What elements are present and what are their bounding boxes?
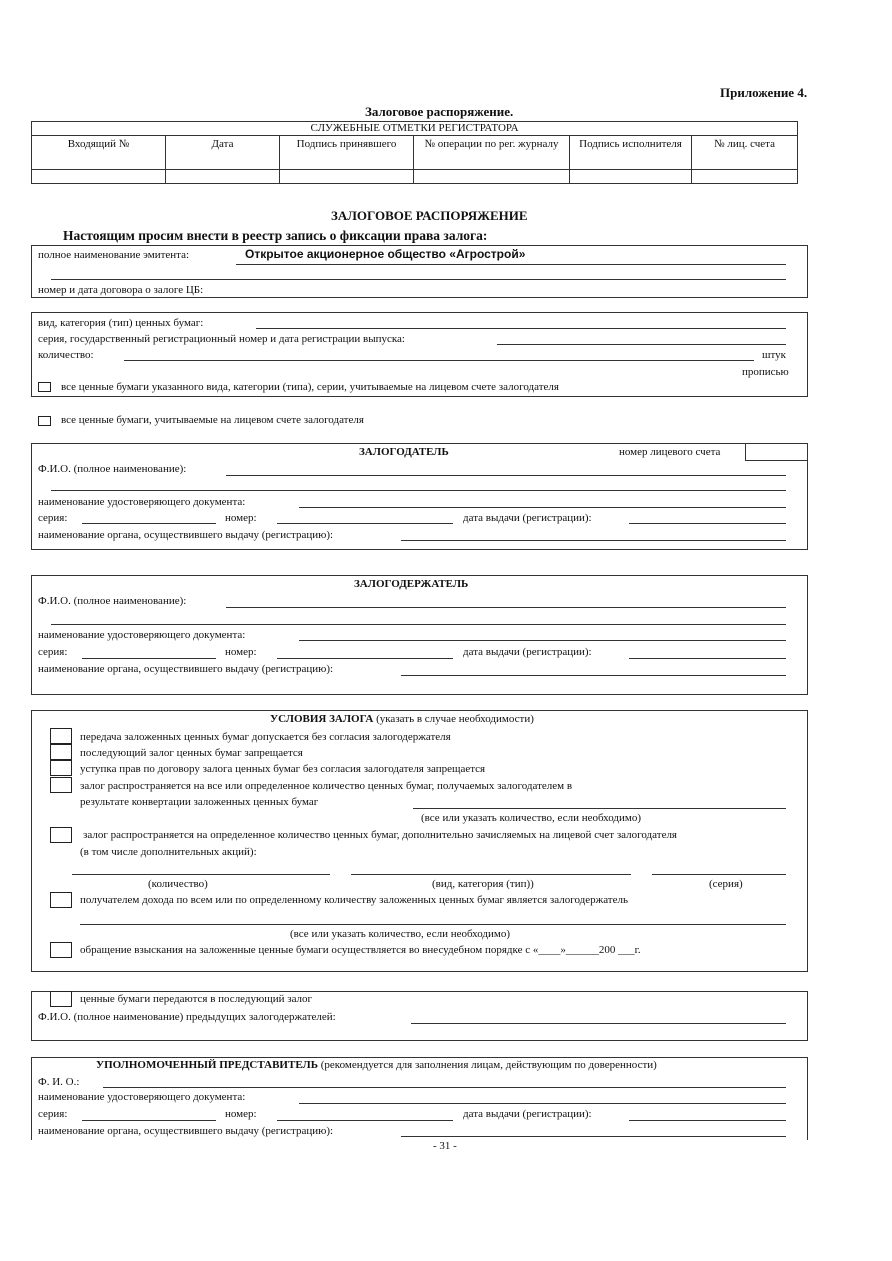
representative-title: УПОЛНОМОЧЕННЫЙ ПРЕДСТАВИТЕЛЬ xyxy=(96,1059,318,1071)
representative-date-label: дата выдачи (регистрации): xyxy=(463,1108,592,1120)
pledgor-series-line[interactable] xyxy=(82,523,216,524)
pledgor-fio-line[interactable] xyxy=(226,475,786,476)
cell-date[interactable] xyxy=(166,170,280,184)
pledgor-doc-line[interactable] xyxy=(299,507,786,508)
condition-5-kind-line[interactable] xyxy=(351,874,631,875)
pledgee-fio-line-2[interactable] xyxy=(51,624,786,625)
condition-2-label: последующий залог ценных бумаг запрещается xyxy=(80,747,303,759)
cell-account-number[interactable] xyxy=(692,170,798,184)
pledgor-date-label: дата выдачи (регистрации): xyxy=(463,512,592,524)
pledgee-org-label: наименование органа, осуществившего выдачу (регистрацию): xyxy=(38,663,334,675)
condition-6-checkbox[interactable] xyxy=(50,892,72,908)
pledgor-account-label: номер лицевого счета xyxy=(619,446,721,458)
pledgee-date-line[interactable] xyxy=(629,658,786,659)
pledgor-org-line[interactable] xyxy=(401,540,786,541)
condition-4-line[interactable] xyxy=(413,808,786,809)
representative-org-line[interactable] xyxy=(401,1136,786,1137)
securities-kind-line[interactable] xyxy=(256,328,786,329)
pledgee-doc-label: наименование удостоверяющего документа: xyxy=(38,629,246,641)
registrar-marks-table xyxy=(31,121,798,184)
representative-fio-label: Ф. И. О.: xyxy=(38,1076,80,1088)
col-receiver-signature: Подпись принявшего xyxy=(280,136,414,170)
issuer-name-label: полное наименование эмитента: xyxy=(38,249,190,261)
registrar-header: СЛУЖЕБНЫЕ ОТМЕТКИ РЕГИСТРАТОРА xyxy=(32,122,798,136)
representative-series-label: серия: xyxy=(38,1108,68,1120)
all-on-account-checkbox[interactable] xyxy=(38,416,51,426)
col-account-number: № лиц. счета xyxy=(692,136,798,170)
condition-1-label: передача заложенных ценных бумаг допускается без согласия залогодержателя xyxy=(80,731,451,743)
representative-number-line[interactable] xyxy=(277,1120,453,1121)
all-of-kind-checkbox[interactable] xyxy=(38,382,51,392)
cell-receiver-signature[interactable] xyxy=(280,170,414,184)
conditions-heading xyxy=(270,713,534,726)
cell-executor-signature[interactable] xyxy=(570,170,692,184)
subsequent-pledge-checkbox[interactable] xyxy=(50,991,72,1007)
pledgor-doc-label: наименование удостоверяющего документа: xyxy=(38,496,246,508)
condition-4-label-a: залог распространяется на все или определенное количество ценных бумаг, получаемых залогодателем в xyxy=(80,780,573,792)
condition-6-note: (все или указать количество, если необходимо) xyxy=(290,928,511,940)
representative-org-label: наименование органа, осуществившего выдачу (регистрацию): xyxy=(38,1125,334,1137)
all-on-account-label: все ценные бумаги, учитываемые на лицевом счете залогодателя xyxy=(61,414,364,426)
pieces-label: штук xyxy=(762,349,786,361)
subsequent-pledge-label: ценные бумаги передаются в последующий залог xyxy=(80,993,313,1005)
pledgee-series-line[interactable] xyxy=(82,658,216,659)
pledgee-doc-line[interactable] xyxy=(299,640,786,641)
pledgee-org-line[interactable] xyxy=(401,675,786,676)
previous-pledgees-label: Ф.И.О. (полное наименование) предыдущих залогодержателей: xyxy=(38,1011,336,1023)
condition-5-checkbox[interactable] xyxy=(50,827,72,843)
condition-5-label-a: залог распространяется на определенное количество ценных бумаг, дополнительно зачисляемых на лицевой счет залогодателя xyxy=(83,829,677,841)
condition-7-checkbox[interactable] xyxy=(50,942,72,958)
document-title: Залоговое распоряжение. xyxy=(365,104,514,119)
pledgor-fio-label: Ф.И.О. (полное наименование): xyxy=(38,463,187,475)
quantity-label: количество: xyxy=(38,349,94,361)
representative-doc-label: наименование удостоверяющего документа: xyxy=(38,1091,246,1103)
pledgor-title: ЗАЛОГОДАТЕЛЬ xyxy=(359,446,449,458)
securities-series-line[interactable] xyxy=(497,344,786,345)
issuer-name-value[interactable]: Открытое акционерное общество «Агрострой» xyxy=(245,247,526,261)
conditions-title: УСЛОВИЯ ЗАЛОГА xyxy=(270,713,374,725)
col-date: Дата xyxy=(166,136,280,170)
pledgor-number-line[interactable] xyxy=(277,523,453,524)
pledgee-fio-line[interactable] xyxy=(226,607,786,608)
main-title: ЗАЛОГОВОЕ РАСПОРЯЖЕНИЕ xyxy=(331,208,528,223)
pledgee-date-label: дата выдачи (регистрации): xyxy=(463,646,592,658)
condition-1-checkbox[interactable] xyxy=(50,728,72,744)
pledgor-account-field[interactable] xyxy=(745,443,808,461)
securities-kind-label: вид, категория (тип) ценных бумаг: xyxy=(38,317,204,329)
representative-series-line[interactable] xyxy=(82,1120,216,1121)
pledgor-fio-line-2[interactable] xyxy=(51,490,786,491)
condition-4-label-b: результате конвертации заложенных ценных бумаг xyxy=(80,796,319,808)
pledgee-number-label: номер: xyxy=(225,646,257,658)
pledgor-number-label: номер: xyxy=(225,512,257,524)
col-incoming-number: Входящий № xyxy=(32,136,166,170)
pledgee-series-label: серия: xyxy=(38,646,68,658)
condition-5-qty-line[interactable] xyxy=(72,874,330,875)
condition-6-label: получателем дохода по всем или по определенному количеству заложенных ценных бумаг является залогодержатель xyxy=(80,894,629,906)
condition-3-label: уступка прав по договору залога ценных бумаг без согласия залогодателя запрещается xyxy=(80,763,486,775)
in-words-label: прописью xyxy=(742,366,789,378)
pledgor-date-line[interactable] xyxy=(629,523,786,524)
condition-4-checkbox[interactable] xyxy=(50,777,72,793)
contract-label: номер и дата договора о залоге ЦБ: xyxy=(38,284,204,296)
issuer-name-line xyxy=(236,264,786,265)
page-number: - 31 - xyxy=(433,1140,457,1152)
representative-note: (рекомендуется для заполнения лицам, действующим по доверенности) xyxy=(320,1059,657,1071)
pledgee-title: ЗАЛОГОДЕРЖАТЕЛЬ xyxy=(354,578,469,590)
representative-number-label: номер: xyxy=(225,1108,257,1120)
condition-5-series-caption: (серия) xyxy=(709,878,743,890)
intro-text: Настоящим просим внести в реестр запись о фиксации права залога: xyxy=(63,228,488,243)
condition-4-note: (все или указать количество, если необходимо) xyxy=(421,812,642,824)
condition-5-qty-caption: (количество) xyxy=(148,878,208,890)
col-executor-signature: Подпись исполнителя xyxy=(570,136,692,170)
condition-6-line[interactable] xyxy=(80,924,786,925)
issuer-name-line-2 xyxy=(51,279,786,280)
all-of-kind-label: все ценные бумаги указанного вида, категории (типа), серии, учитываемые на лицевом счете залогодателя xyxy=(61,381,559,393)
quantity-line[interactable] xyxy=(124,360,754,361)
condition-7-label: обращение взыскания на заложенные ценные бумаги осуществляется во внесудебном порядке с «____»______200 ___г. xyxy=(80,944,641,956)
representative-date-line[interactable] xyxy=(629,1120,786,1121)
cell-operation-number[interactable] xyxy=(414,170,570,184)
representative-doc-line[interactable] xyxy=(299,1103,786,1104)
appendix-label: Приложение 4. xyxy=(720,85,808,100)
securities-series-label: серия, государственный регистрационный номер и дата регистрации выпуска: xyxy=(38,333,405,345)
col-operation-number: № операции по рег. журналу xyxy=(414,136,570,170)
condition-2-checkbox[interactable] xyxy=(50,744,72,760)
representative-fio-line[interactable] xyxy=(103,1087,786,1088)
representative-heading xyxy=(96,1059,657,1072)
condition-5-series-line[interactable] xyxy=(652,874,786,875)
pledgee-number-line[interactable] xyxy=(277,658,453,659)
condition-3-checkbox[interactable] xyxy=(50,760,72,776)
pledgee-fio-label: Ф.И.О. (полное наименование): xyxy=(38,595,187,607)
condition-5-kind-caption: (вид, категория (тип)) xyxy=(432,878,534,890)
conditions-note: (указать в случае необходимости) xyxy=(376,713,534,725)
pledgor-series-label: серия: xyxy=(38,512,68,524)
pledgor-org-label: наименование органа, осуществившего выдачу (регистрацию): xyxy=(38,529,334,541)
condition-5-label-b: (в том числе дополнительных акций): xyxy=(80,846,257,858)
cell-incoming-number[interactable] xyxy=(32,170,166,184)
previous-pledgees-line[interactable] xyxy=(411,1023,786,1024)
